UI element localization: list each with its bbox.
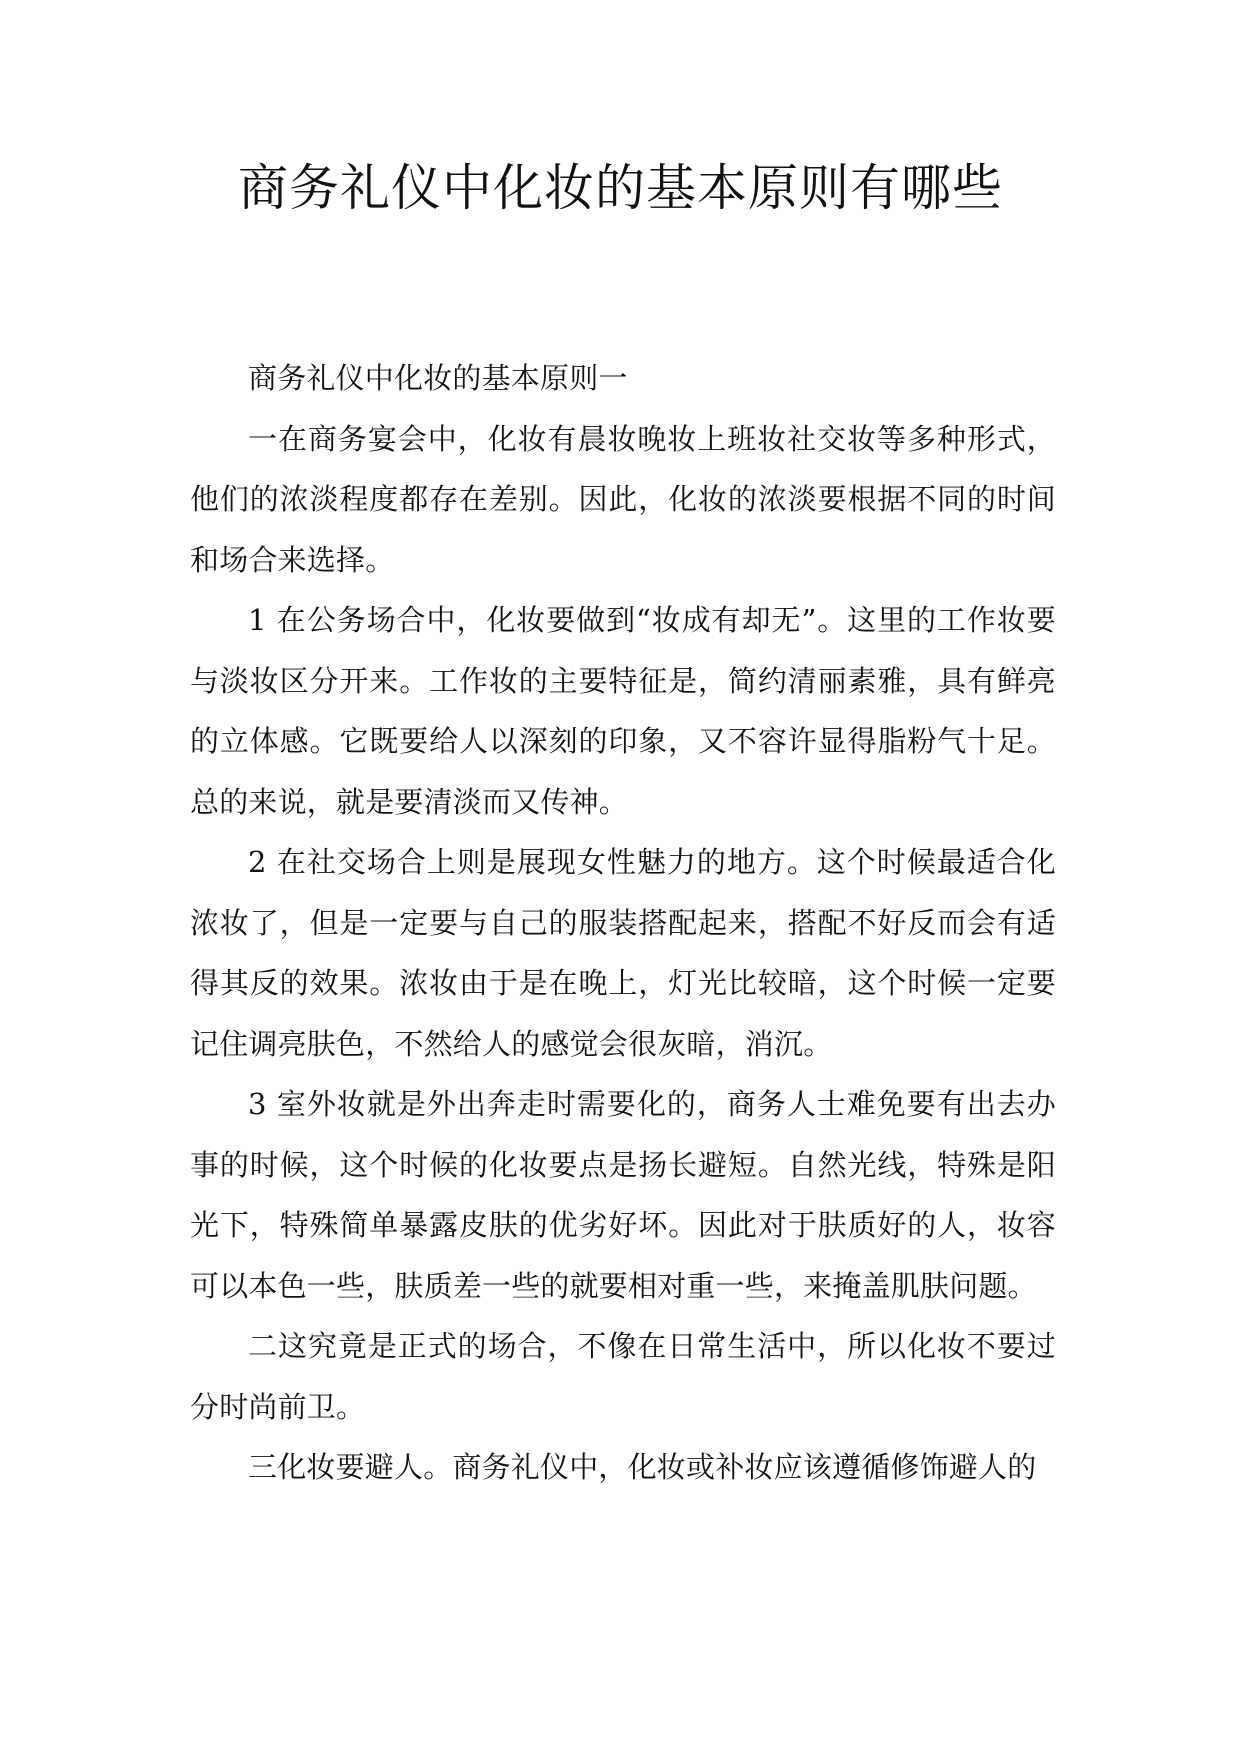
paragraph-social-makeup: 2 在社交场合上则是展现女性魅力的地方。这个时候最适合化浓妆了，但是一定要与自己的服装搭配起来，搭配不好反而会有适得其反的效果。浓妆由于是在晚上，灯光比较暗，这个时候一定要记住调亮肤色，不然给人的感觉会很灰暗，消沉。 xyxy=(190,845,1056,1061)
paragraph-occasion-intro: 一在商务宴会中，化妆有晨妆晚妆上班妆社交妆等多种形式，他们的浓淡程度都存在差别。因此，化妆的浓淡要根据不同的时间和场合来选择。 xyxy=(190,421,1056,577)
paragraph-not-too-trendy: 二这究竟是正式的场合，不像在日常生活中，所以化妆不要过分时尚前卫。 xyxy=(190,1329,1056,1424)
paragraph-section-heading: 商务礼仪中化妆的基本原则一 xyxy=(248,361,628,395)
document-body xyxy=(190,348,1056,1498)
paragraph-outdoor-makeup: 3 室外妆就是外出奔走时需要化的，商务人士难免要有出去办事的时候，这个时候的化妆要点是扬长避短。自然光线，特殊是阳光下，特殊简单暴露皮肤的优劣好坏。因此对于肤质好的人，妆容可以本色一些，肤质差一些的就要相对重一些，来掩盖肌肤问题。 xyxy=(190,1087,1056,1303)
page-title: 商务礼仪中化妆的基本原则有哪些 xyxy=(238,159,1003,217)
paragraph-avoid-others: 三化妆要避人。商务礼仪中，化妆或补妆应该遵循修饰避人的 xyxy=(248,1450,1037,1484)
paragraph-business-makeup: 1 在公务场合中，化妆要做到“妆成有却无”。这里的工作妆要与淡妆区分开来。工作妆的主要特征是，简约清丽素雅，具有鲜亮的立体感。它既要给人以深刻的印象，又不容许显得脂粉气十足。总的来说，就是要清淡而又传神。 xyxy=(190,603,1056,819)
